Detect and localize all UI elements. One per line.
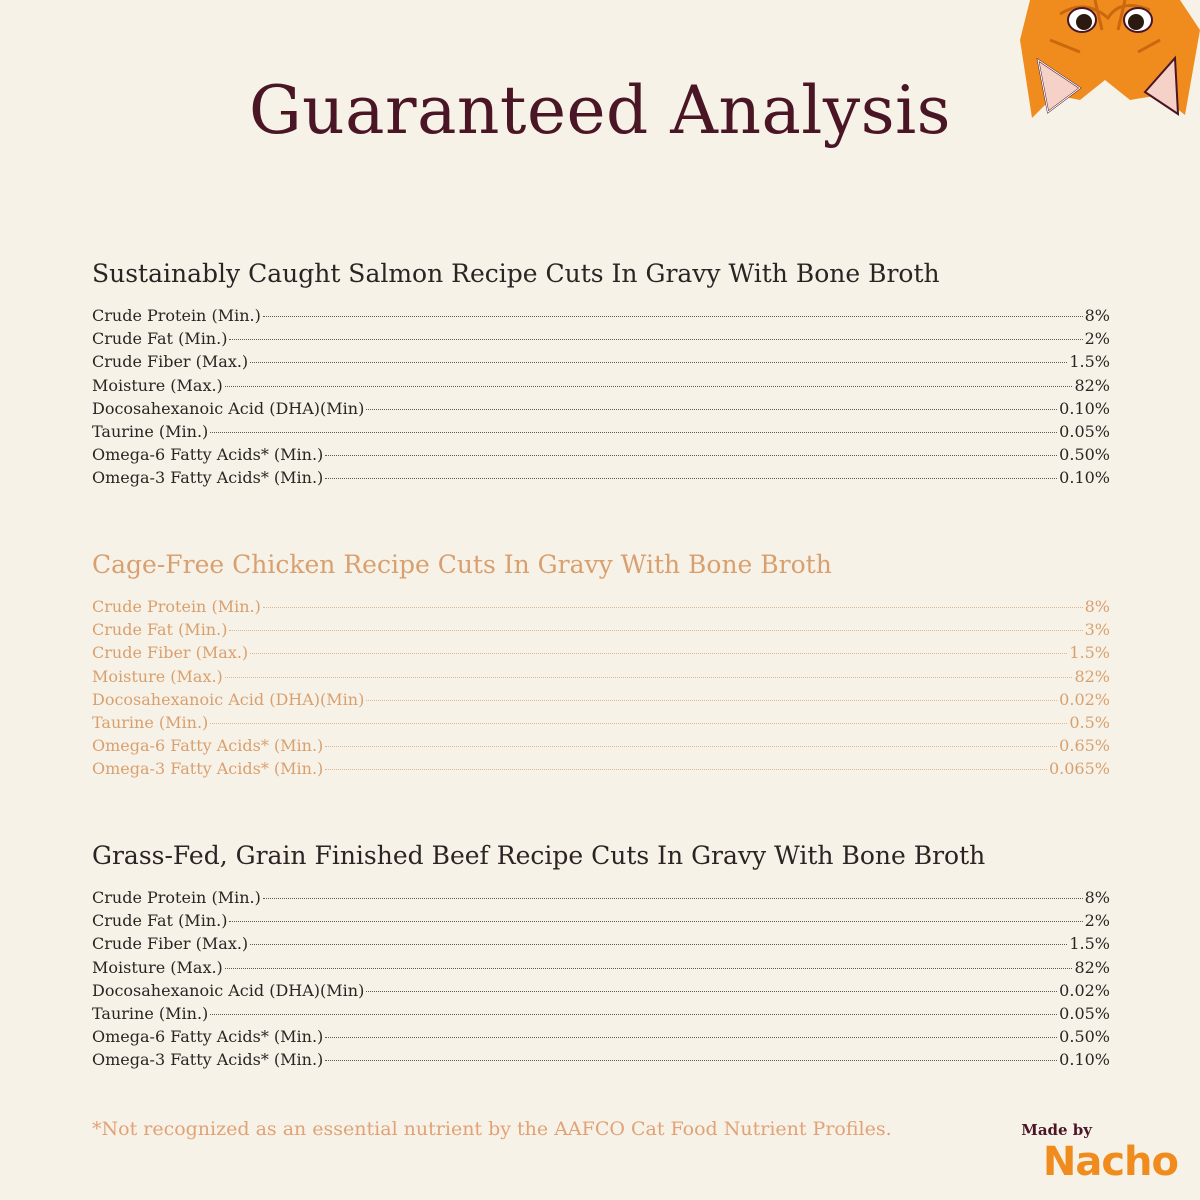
analysis-row xyxy=(92,397,1110,420)
dot-leader xyxy=(229,921,1082,922)
nutrient-value: 0.10% xyxy=(1059,468,1110,488)
nutrient-label: Moisture (Max.) xyxy=(92,957,223,977)
dot-leader xyxy=(225,677,1073,678)
nutrient-label: Omega-6 Fatty Acids* (Min.) xyxy=(92,736,324,756)
nutrient-label: Moisture (Max.) xyxy=(92,375,223,395)
dot-leader xyxy=(325,769,1047,770)
dot-leader xyxy=(325,1060,1057,1061)
nutrient-label: Taurine (Min.) xyxy=(92,1003,209,1023)
analysis-row xyxy=(92,932,1110,955)
analysis-row xyxy=(92,420,1110,443)
footnote: *Not recognized as an essential nutrient by the AAFCO Cat Food Nutrient Profiles. xyxy=(92,1118,892,1140)
analysis-row xyxy=(92,374,1110,397)
nutrient-value: 0.10% xyxy=(1059,398,1110,418)
analysis-row xyxy=(92,443,1110,466)
nutrient-value: 0.02% xyxy=(1059,689,1110,709)
analysis-row xyxy=(92,1048,1110,1071)
nutrient-value: 0.50% xyxy=(1059,1027,1110,1047)
analysis-row xyxy=(92,956,1110,979)
dot-leader xyxy=(366,700,1057,701)
dot-leader xyxy=(225,968,1073,969)
nutrient-label: Omega-6 Fatty Acids* (Min.) xyxy=(92,1027,324,1047)
page-title: Guaranteed Analysis xyxy=(248,72,952,149)
analysis-list xyxy=(92,595,1110,781)
dot-leader xyxy=(229,630,1082,631)
analysis-row xyxy=(92,688,1110,711)
nutrient-label: Moisture (Max.) xyxy=(92,666,223,686)
dot-leader xyxy=(210,432,1057,433)
dot-leader xyxy=(325,478,1057,479)
dot-leader xyxy=(263,898,1083,899)
analysis-row xyxy=(92,466,1110,489)
dot-leader xyxy=(325,1037,1057,1038)
analysis-row xyxy=(92,327,1110,350)
nutrient-value: 0.65% xyxy=(1059,736,1110,756)
nutrient-value: 82% xyxy=(1074,666,1110,686)
nutrient-label: Omega-3 Fatty Acids* (Min.) xyxy=(92,468,324,488)
analysis-row xyxy=(92,304,1110,327)
nutrient-value: 0.065% xyxy=(1048,759,1110,779)
analysis-row xyxy=(92,350,1110,373)
dot-leader xyxy=(263,607,1083,608)
nutrient-value: 0.5% xyxy=(1069,712,1110,732)
analysis-list xyxy=(92,304,1110,490)
nutrient-value: 0.10% xyxy=(1059,1050,1110,1070)
nutrient-value: 1.5% xyxy=(1069,934,1110,954)
section-heading: Cage-Free Chicken Recipe Cuts In Gravy With Bone Broth xyxy=(92,550,832,579)
dot-leader xyxy=(250,944,1067,945)
dot-leader xyxy=(229,339,1082,340)
made-by-label: Made by xyxy=(1021,1121,1092,1139)
brand-name: Nacho xyxy=(1042,1139,1178,1185)
nutrient-label: Taurine (Min.) xyxy=(92,712,209,732)
nutrient-label: Taurine (Min.) xyxy=(92,421,209,441)
dot-leader xyxy=(325,455,1057,456)
nutrient-value: 0.05% xyxy=(1059,421,1110,441)
nutrient-value: 2% xyxy=(1084,911,1110,931)
analysis-row xyxy=(92,757,1110,780)
nutrient-label: Crude Fat (Min.) xyxy=(92,620,228,640)
nutrient-value: 8% xyxy=(1084,597,1110,616)
nutrient-label: Docosahexanoic Acid (DHA)(Min) xyxy=(92,398,365,418)
section-heading: Sustainably Caught Salmon Recipe Cuts In Gravy With Bone Broth xyxy=(92,259,940,288)
nutrient-value: 1.5% xyxy=(1069,643,1110,663)
nutrient-label: Omega-3 Fatty Acids* (Min.) xyxy=(92,1050,324,1070)
chicken-section xyxy=(92,547,1110,781)
analysis-row xyxy=(92,979,1110,1002)
dot-leader xyxy=(210,723,1067,724)
dot-leader xyxy=(250,362,1067,363)
nutrient-value: 8% xyxy=(1084,888,1110,907)
analysis-row xyxy=(92,734,1110,757)
analysis-row xyxy=(92,1025,1110,1048)
nutrient-label: Crude Fat (Min.) xyxy=(92,911,228,931)
section-heading: Grass-Fed, Grain Finished Beef Recipe Cuts In Gravy With Bone Broth xyxy=(92,841,986,870)
salmon-section xyxy=(92,256,1110,490)
nutrient-label: Crude Protein (Min.) xyxy=(92,597,261,616)
dot-leader xyxy=(325,746,1057,747)
analysis-row xyxy=(92,641,1110,664)
dot-leader xyxy=(366,991,1057,992)
nutrient-value: 2% xyxy=(1084,329,1110,349)
nutrient-label: Crude Fat (Min.) xyxy=(92,329,228,349)
analysis-row xyxy=(92,909,1110,932)
nutrient-value: 8% xyxy=(1084,306,1110,325)
nutrient-value: 0.50% xyxy=(1059,445,1110,465)
analysis-row xyxy=(92,711,1110,734)
dot-leader xyxy=(263,316,1083,317)
nutrient-label: Crude Fiber (Max.) xyxy=(92,352,249,372)
brand-logo xyxy=(978,1120,1178,1190)
nutrient-value: 1.5% xyxy=(1069,352,1110,372)
nutrient-value: 0.05% xyxy=(1059,1003,1110,1023)
dot-leader xyxy=(225,386,1073,387)
dot-leader xyxy=(366,409,1057,410)
dot-leader xyxy=(210,1014,1057,1015)
nutrient-label: Crude Protein (Min.) xyxy=(92,888,261,907)
nutrient-value: 3% xyxy=(1084,620,1110,640)
beef-section xyxy=(92,838,1110,1072)
nutrient-label: Omega-3 Fatty Acids* (Min.) xyxy=(92,759,324,779)
analysis-row xyxy=(92,665,1110,688)
dot-leader xyxy=(250,653,1067,654)
nutrient-label: Docosahexanoic Acid (DHA)(Min) xyxy=(92,980,365,1000)
nutrient-value: 82% xyxy=(1074,375,1110,395)
analysis-row xyxy=(92,618,1110,641)
analysis-row xyxy=(92,1002,1110,1025)
nutrient-label: Docosahexanoic Acid (DHA)(Min) xyxy=(92,689,365,709)
nutrient-value: 0.02% xyxy=(1059,980,1110,1000)
analysis-row xyxy=(92,595,1110,618)
nutrient-label: Omega-6 Fatty Acids* (Min.) xyxy=(92,445,324,465)
nutrient-label: Crude Protein (Min.) xyxy=(92,306,261,325)
analysis-list xyxy=(92,886,1110,1072)
nutrient-value: 82% xyxy=(1074,957,1110,977)
nutrient-label: Crude Fiber (Max.) xyxy=(92,643,249,663)
analysis-row xyxy=(92,886,1110,909)
nutrient-label: Crude Fiber (Max.) xyxy=(92,934,249,954)
